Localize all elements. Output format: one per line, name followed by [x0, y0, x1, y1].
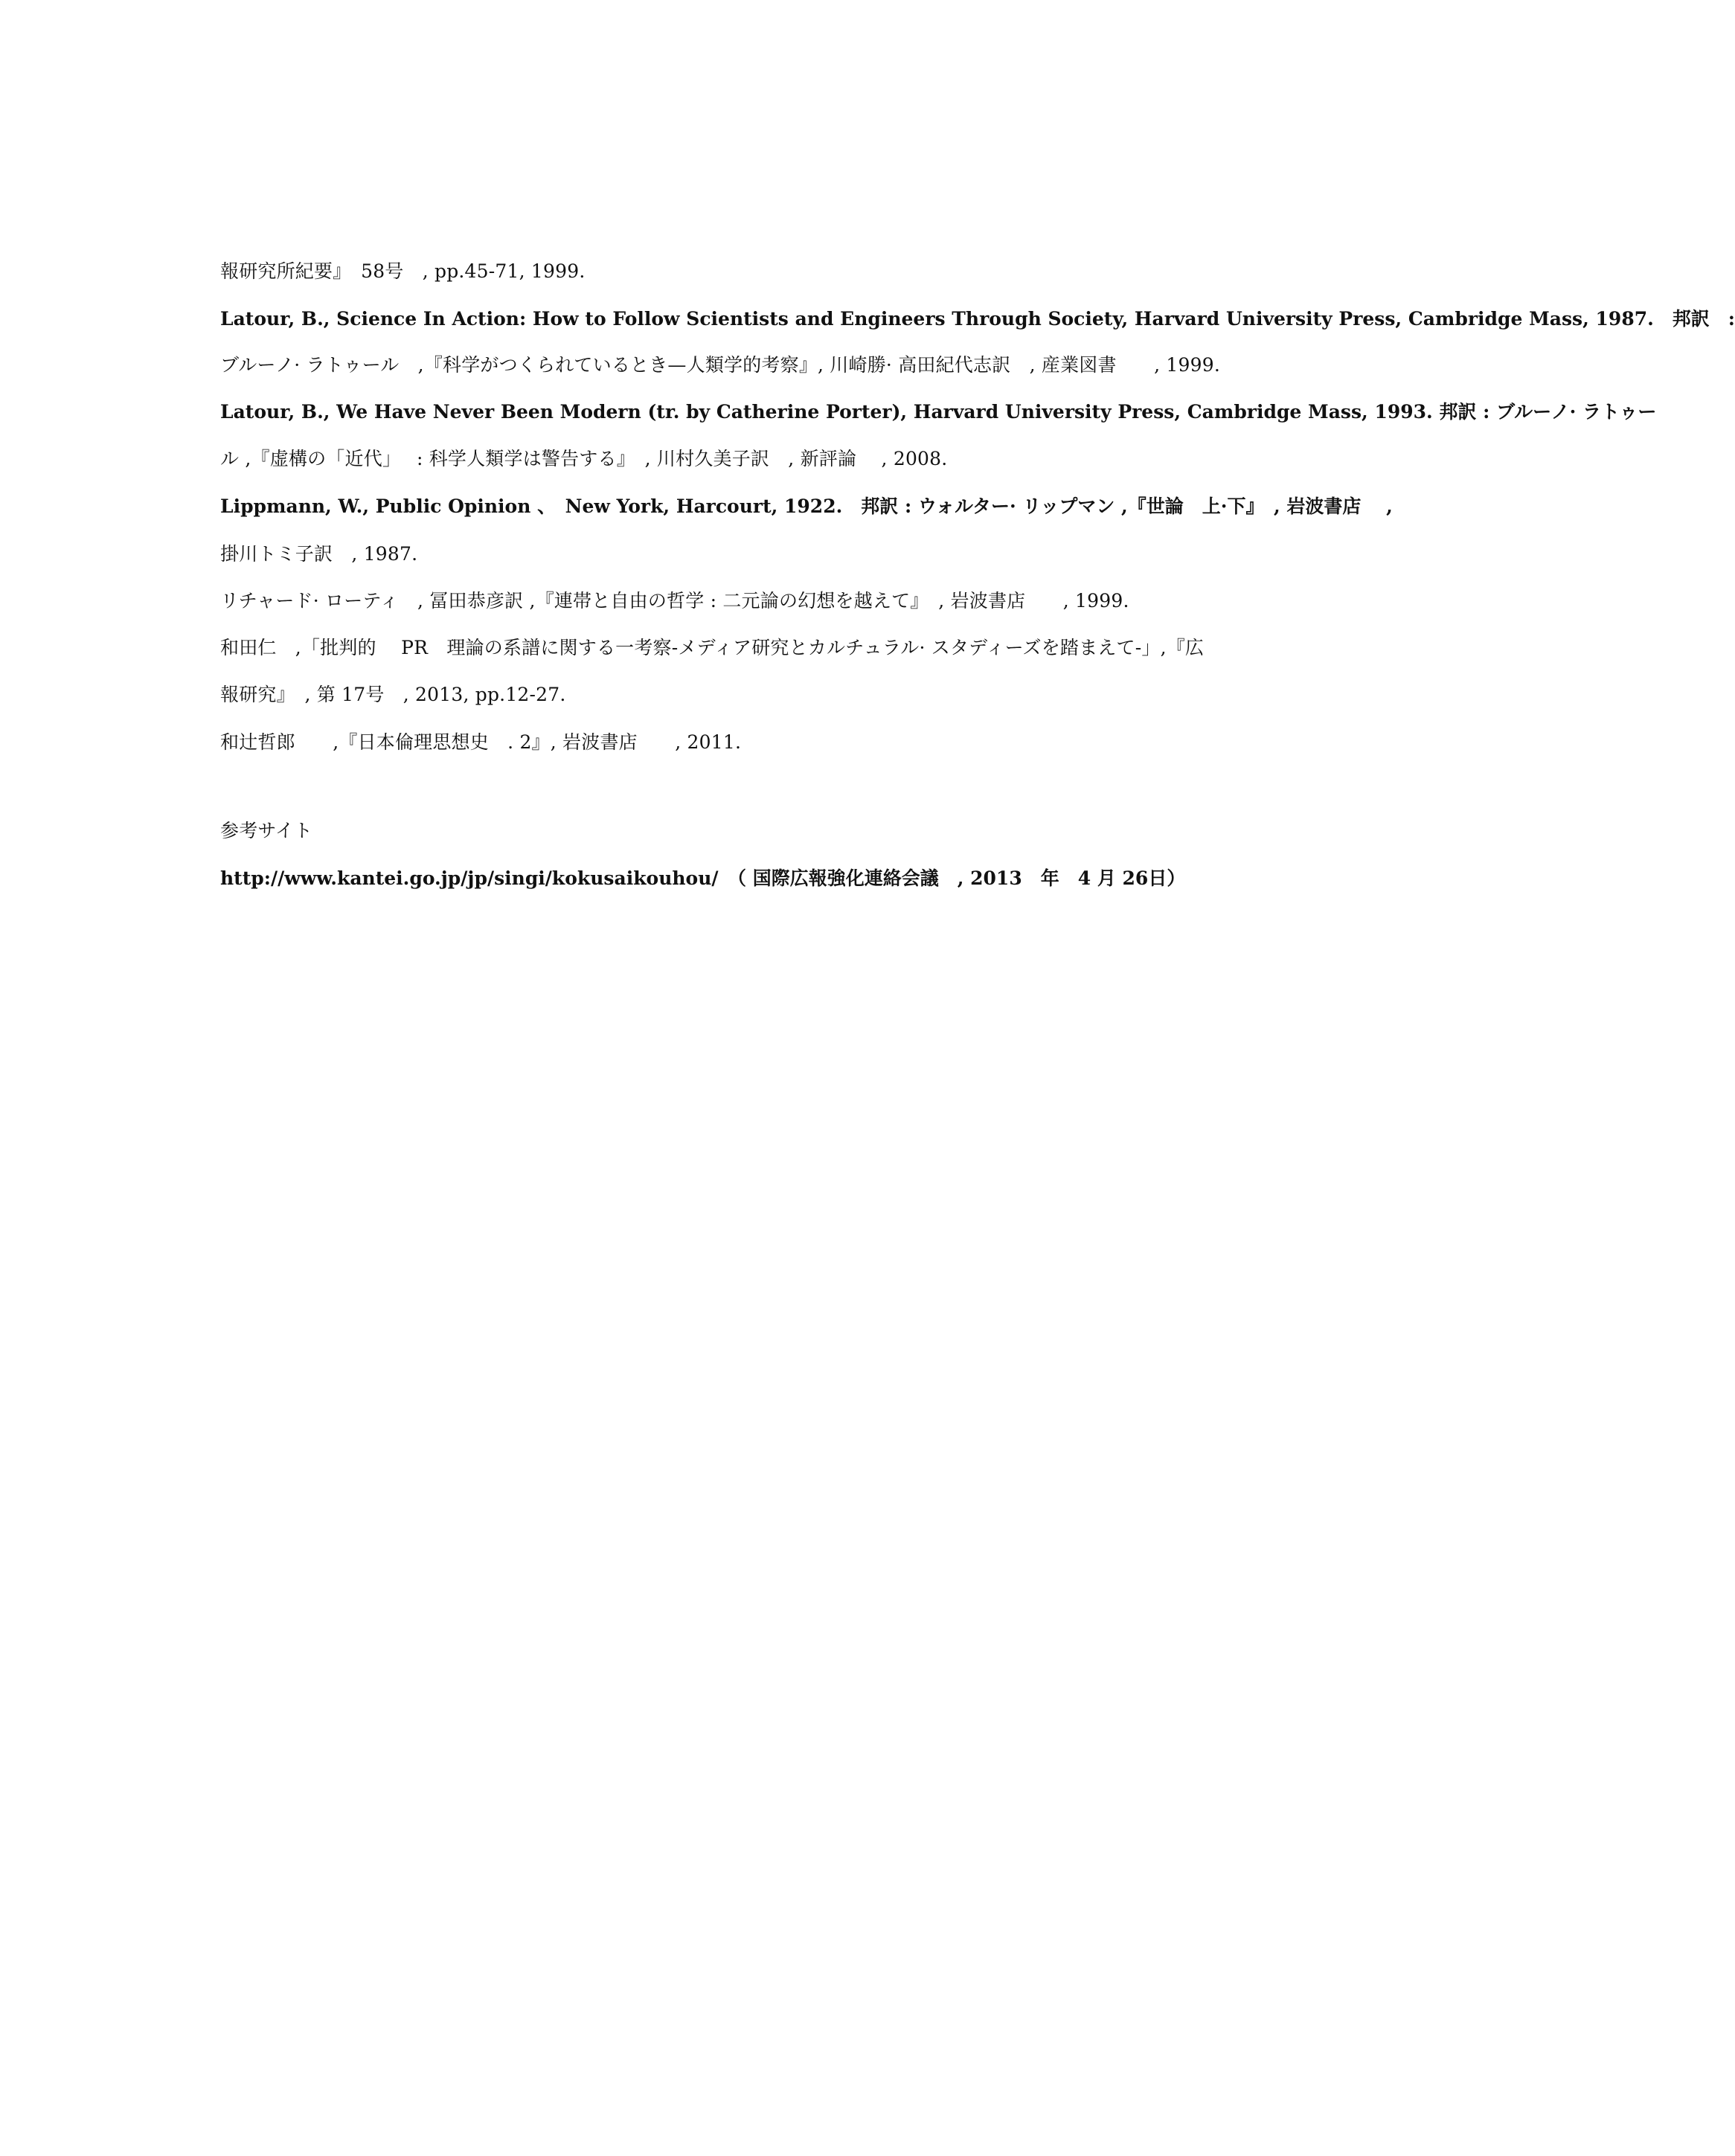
- reference-line: Lippmann, W., Public Opinion 、 New York, Harcourt, 1922. 邦訳 : ウォルター· リップマン ,『世論 上·下』 , 岩波書店 ,: [220, 495, 1393, 517]
- reference-line: Latour, B., Science In Action: How to Follow Scientists and Engineers Through Society, Harvard University Press, Cambridge Mass, 1987. 邦訳 :: [220, 308, 1735, 330]
- reference-line: 和辻哲郎 ,『日本倫理思想史 . 2』, 岩波書店 , 2011.: [220, 731, 742, 753]
- reference-line: ブルーノ· ラトゥール ,『科学がつくられているとき—人類学的考察』, 川崎勝· 高田紀代志訳 , 産業図書 , 1999.: [220, 354, 1220, 376]
- reference-line: 報研究所紀要』 58号 , pp.45-71, 1999.: [220, 260, 586, 282]
- reference-line: リチャード· ローティ , 冨田恭彦訳 ,『連帯と自由の哲学 : 二元論の幻想を越えて』 , 岩波書店 , 1999.: [220, 590, 1129, 612]
- reference-line: 報研究』 , 第 17号 , 2013, pp.12-27.: [220, 684, 566, 705]
- reference-line: 掛川トミ子訳 , 1987.: [220, 543, 418, 565]
- reference-line: Latour, B., We Have Never Been Modern (tr. by Catherine Porter), Harvard University Press, Cambridge Mass, 1993. 邦訳 : ブルーノ· ラトゥー: [220, 401, 1657, 423]
- reference-line: 和田仁 ,「批判的 PR 理論の系譜に関する一考察-メディア研究とカルチュラル· スタディーズを踏まえて-」,『広: [220, 637, 1205, 658]
- reference-site-link[interactable]: http://www.kantei.go.jp/jp/singi/kokusaikouhou/ （ 国際広報強化連絡会議 , 2013 年 4 月 26日）: [220, 867, 1186, 889]
- reference-line: ル ,『虚構の「近代」 : 科学人類学は警告する』 , 川村久美子訳 , 新評論 , 2008.: [220, 448, 948, 469]
- reference-sites-heading: 参考サイト: [220, 820, 313, 841]
